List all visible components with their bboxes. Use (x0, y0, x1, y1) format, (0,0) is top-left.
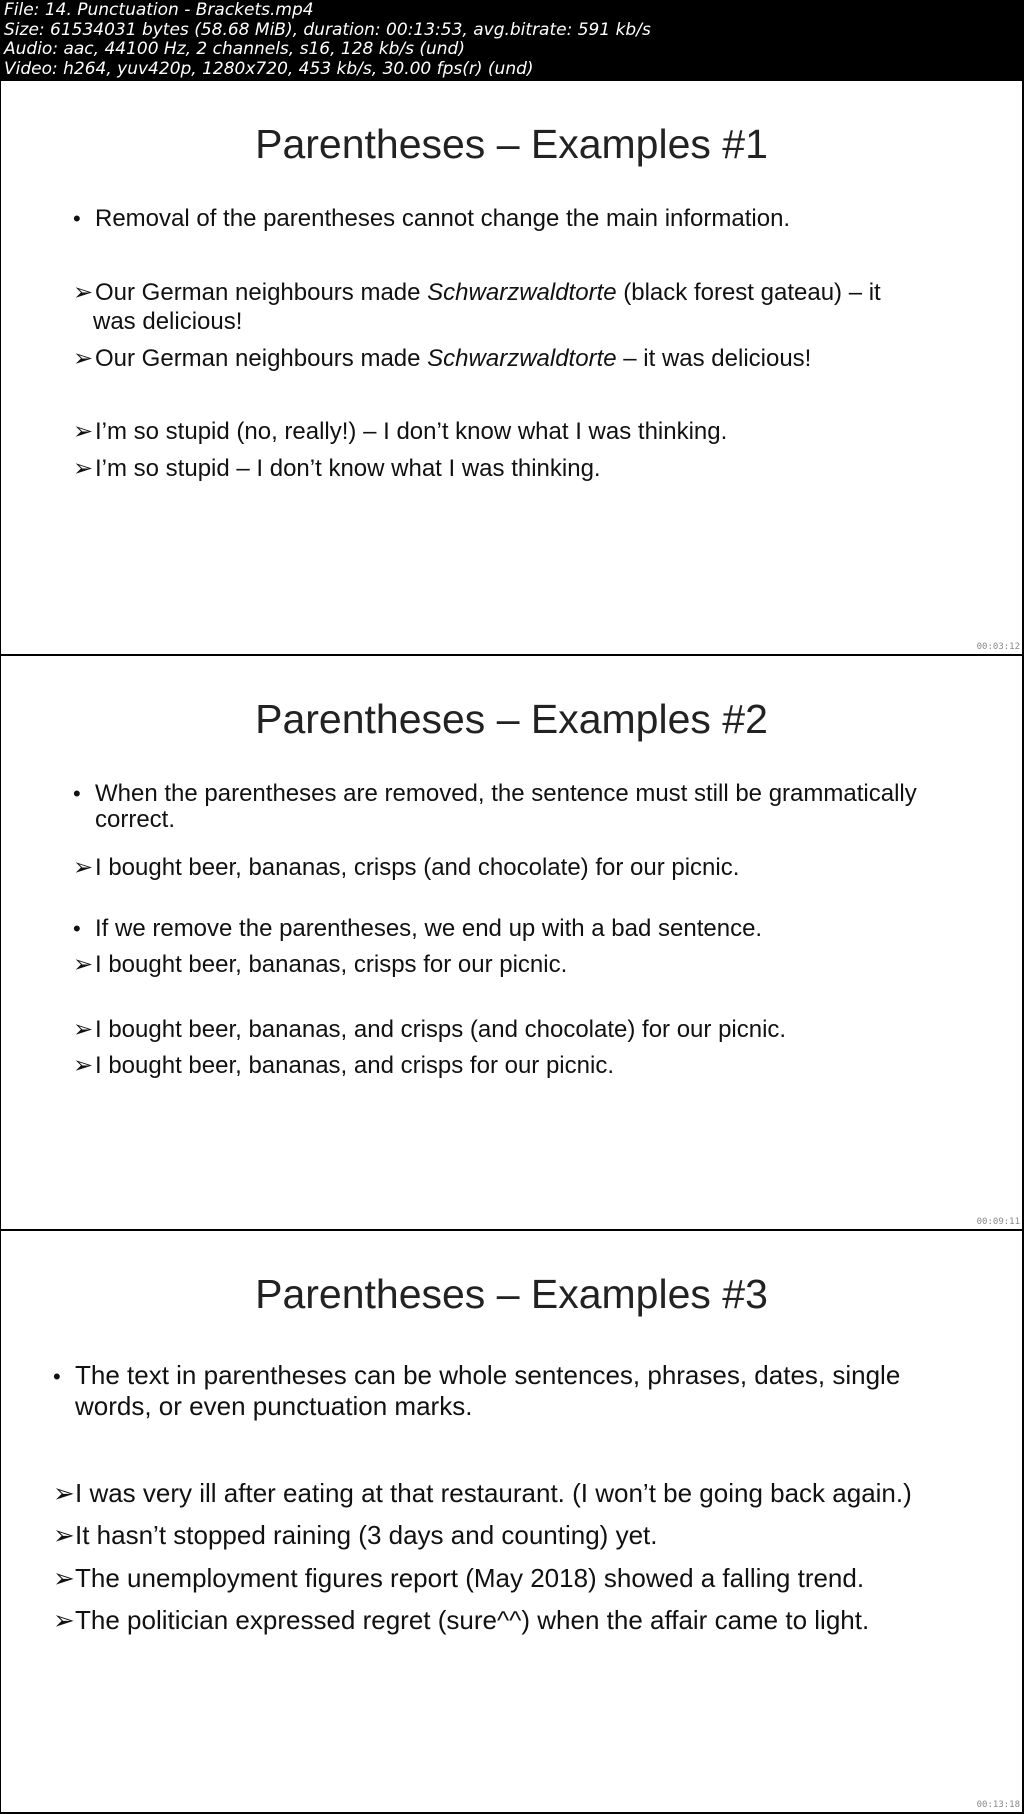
arrow-bullet-icon: ➢ (53, 1478, 75, 1508)
timestamp-overlay: 00:13:18 (976, 1800, 1020, 1810)
example-line (53, 1604, 869, 1636)
arrow-bullet-icon: ➢ (53, 1563, 75, 1593)
bullet-icon: • (73, 781, 81, 806)
bullet-icon: • (73, 206, 81, 231)
example-line (73, 951, 567, 979)
example-text: It hasn’t stopped raining (3 days and counting) yet. (75, 1520, 658, 1550)
bullet-text: When the parentheses are removed, the sentence must still be grammatically (95, 780, 917, 807)
example-line (73, 279, 881, 307)
example-text-italic: Schwarzwaldtorte (427, 279, 617, 306)
arrow-bullet-icon: ➢ (73, 1016, 94, 1043)
example-text-pre: Our German neighbours made (95, 279, 428, 306)
bullet-text: The text in parentheses can be whole sentences, phrases, dates, single (75, 1360, 901, 1390)
bullet-text: If we remove the parentheses, we end up with a bad sentence. (95, 915, 763, 942)
example-line (73, 1052, 614, 1080)
example-line (73, 345, 811, 373)
file-name-line: File: 14. Punctuation - Brackets.mp4 (4, 0, 314, 20)
bullet-line-continuation (75, 1390, 472, 1422)
arrow-bullet-icon: ➢ (73, 1052, 94, 1079)
example-text-italic: Schwarzwaldtorte (427, 345, 617, 372)
example-text-post: (black forest gateau) – it (616, 279, 881, 306)
example-line (53, 1562, 864, 1594)
slide-title: Parentheses – Examples #2 (255, 696, 768, 742)
bullet-icon: • (53, 1364, 61, 1389)
bullet-text: correct. (95, 806, 176, 833)
example-text: I was very ill after eating at that restaurant. (I won’t be going back again.) (75, 1478, 912, 1508)
bullet-line (73, 780, 917, 808)
arrow-bullet-icon: ➢ (53, 1520, 75, 1550)
slide-thumbnail-3 (1, 1231, 1022, 1812)
example-text: I bought beer, bananas, crisps (and chocolate) for our picnic. (95, 854, 740, 881)
example-line (53, 1477, 912, 1509)
audio-info-line: Audio: aac, 44100 Hz, 2 channels, s16, 128 kb/s (und) (4, 39, 465, 59)
video-info-line: Video: h264, yuv420p, 1280x720, 453 kb/s, 30.00 fps(r) (und) (4, 58, 534, 79)
bullet-line-continuation (95, 806, 175, 834)
example-text: I bought beer, bananas, and crisps for our picnic. (95, 1052, 614, 1079)
timestamp-overlay: 00:03:12 (976, 642, 1020, 652)
slide-title: Parentheses – Examples #1 (255, 121, 768, 167)
example-line-continuation (93, 308, 242, 336)
example-text-pre: Our German neighbours made (95, 345, 428, 372)
example-text: I’m so stupid – I don’t know what I was thinking. (95, 455, 601, 482)
arrow-bullet-icon: ➢ (73, 279, 94, 306)
arrow-bullet-icon: ➢ (73, 455, 94, 482)
example-text: I bought beer, bananas, and crisps (and chocolate) for our picnic. (95, 1016, 787, 1043)
video-info-header (0, 0, 1024, 79)
example-text: The unemployment figures report (May 2018) showed a falling trend. (75, 1563, 865, 1593)
bullet-line (73, 915, 762, 943)
file-size-line: Size: 61534031 bytes (58.68 MiB), duration: 00:13:53, avg.bitrate: 591 kb/s (4, 19, 651, 40)
slide-title: Parentheses – Examples #3 (255, 1271, 768, 1317)
example-text: The politician expressed regret (sure^^) when the affair came to light. (75, 1605, 870, 1635)
bullet-text: Removal of the parentheses cannot change the main information. (95, 205, 791, 232)
example-text: I bought beer, bananas, crisps for our picnic. (95, 951, 568, 978)
bullet-text: words, or even punctuation marks. (75, 1391, 473, 1421)
example-text: was delicious! (93, 308, 243, 335)
example-line (73, 418, 727, 446)
example-text-post: – it was delicious! (616, 345, 812, 372)
example-line (73, 455, 601, 483)
arrow-bullet-icon: ➢ (73, 418, 94, 445)
timestamp-overlay: 00:09:11 (976, 1217, 1020, 1227)
bullet-line (53, 1359, 900, 1393)
slide-thumbnail-1 (1, 81, 1022, 654)
example-text: I’m so stupid (no, really!) – I don’t know what I was thinking. (95, 418, 728, 445)
example-line (73, 1016, 786, 1044)
arrow-bullet-icon: ➢ (73, 345, 94, 372)
bullet-icon: • (73, 916, 81, 941)
bullet-line (73, 205, 790, 233)
slide-thumbnail-2 (1, 656, 1022, 1229)
example-line (53, 1519, 657, 1551)
arrow-bullet-icon: ➢ (53, 1605, 75, 1635)
arrow-bullet-icon: ➢ (73, 854, 94, 881)
example-line (73, 854, 739, 882)
arrow-bullet-icon: ➢ (73, 951, 94, 978)
